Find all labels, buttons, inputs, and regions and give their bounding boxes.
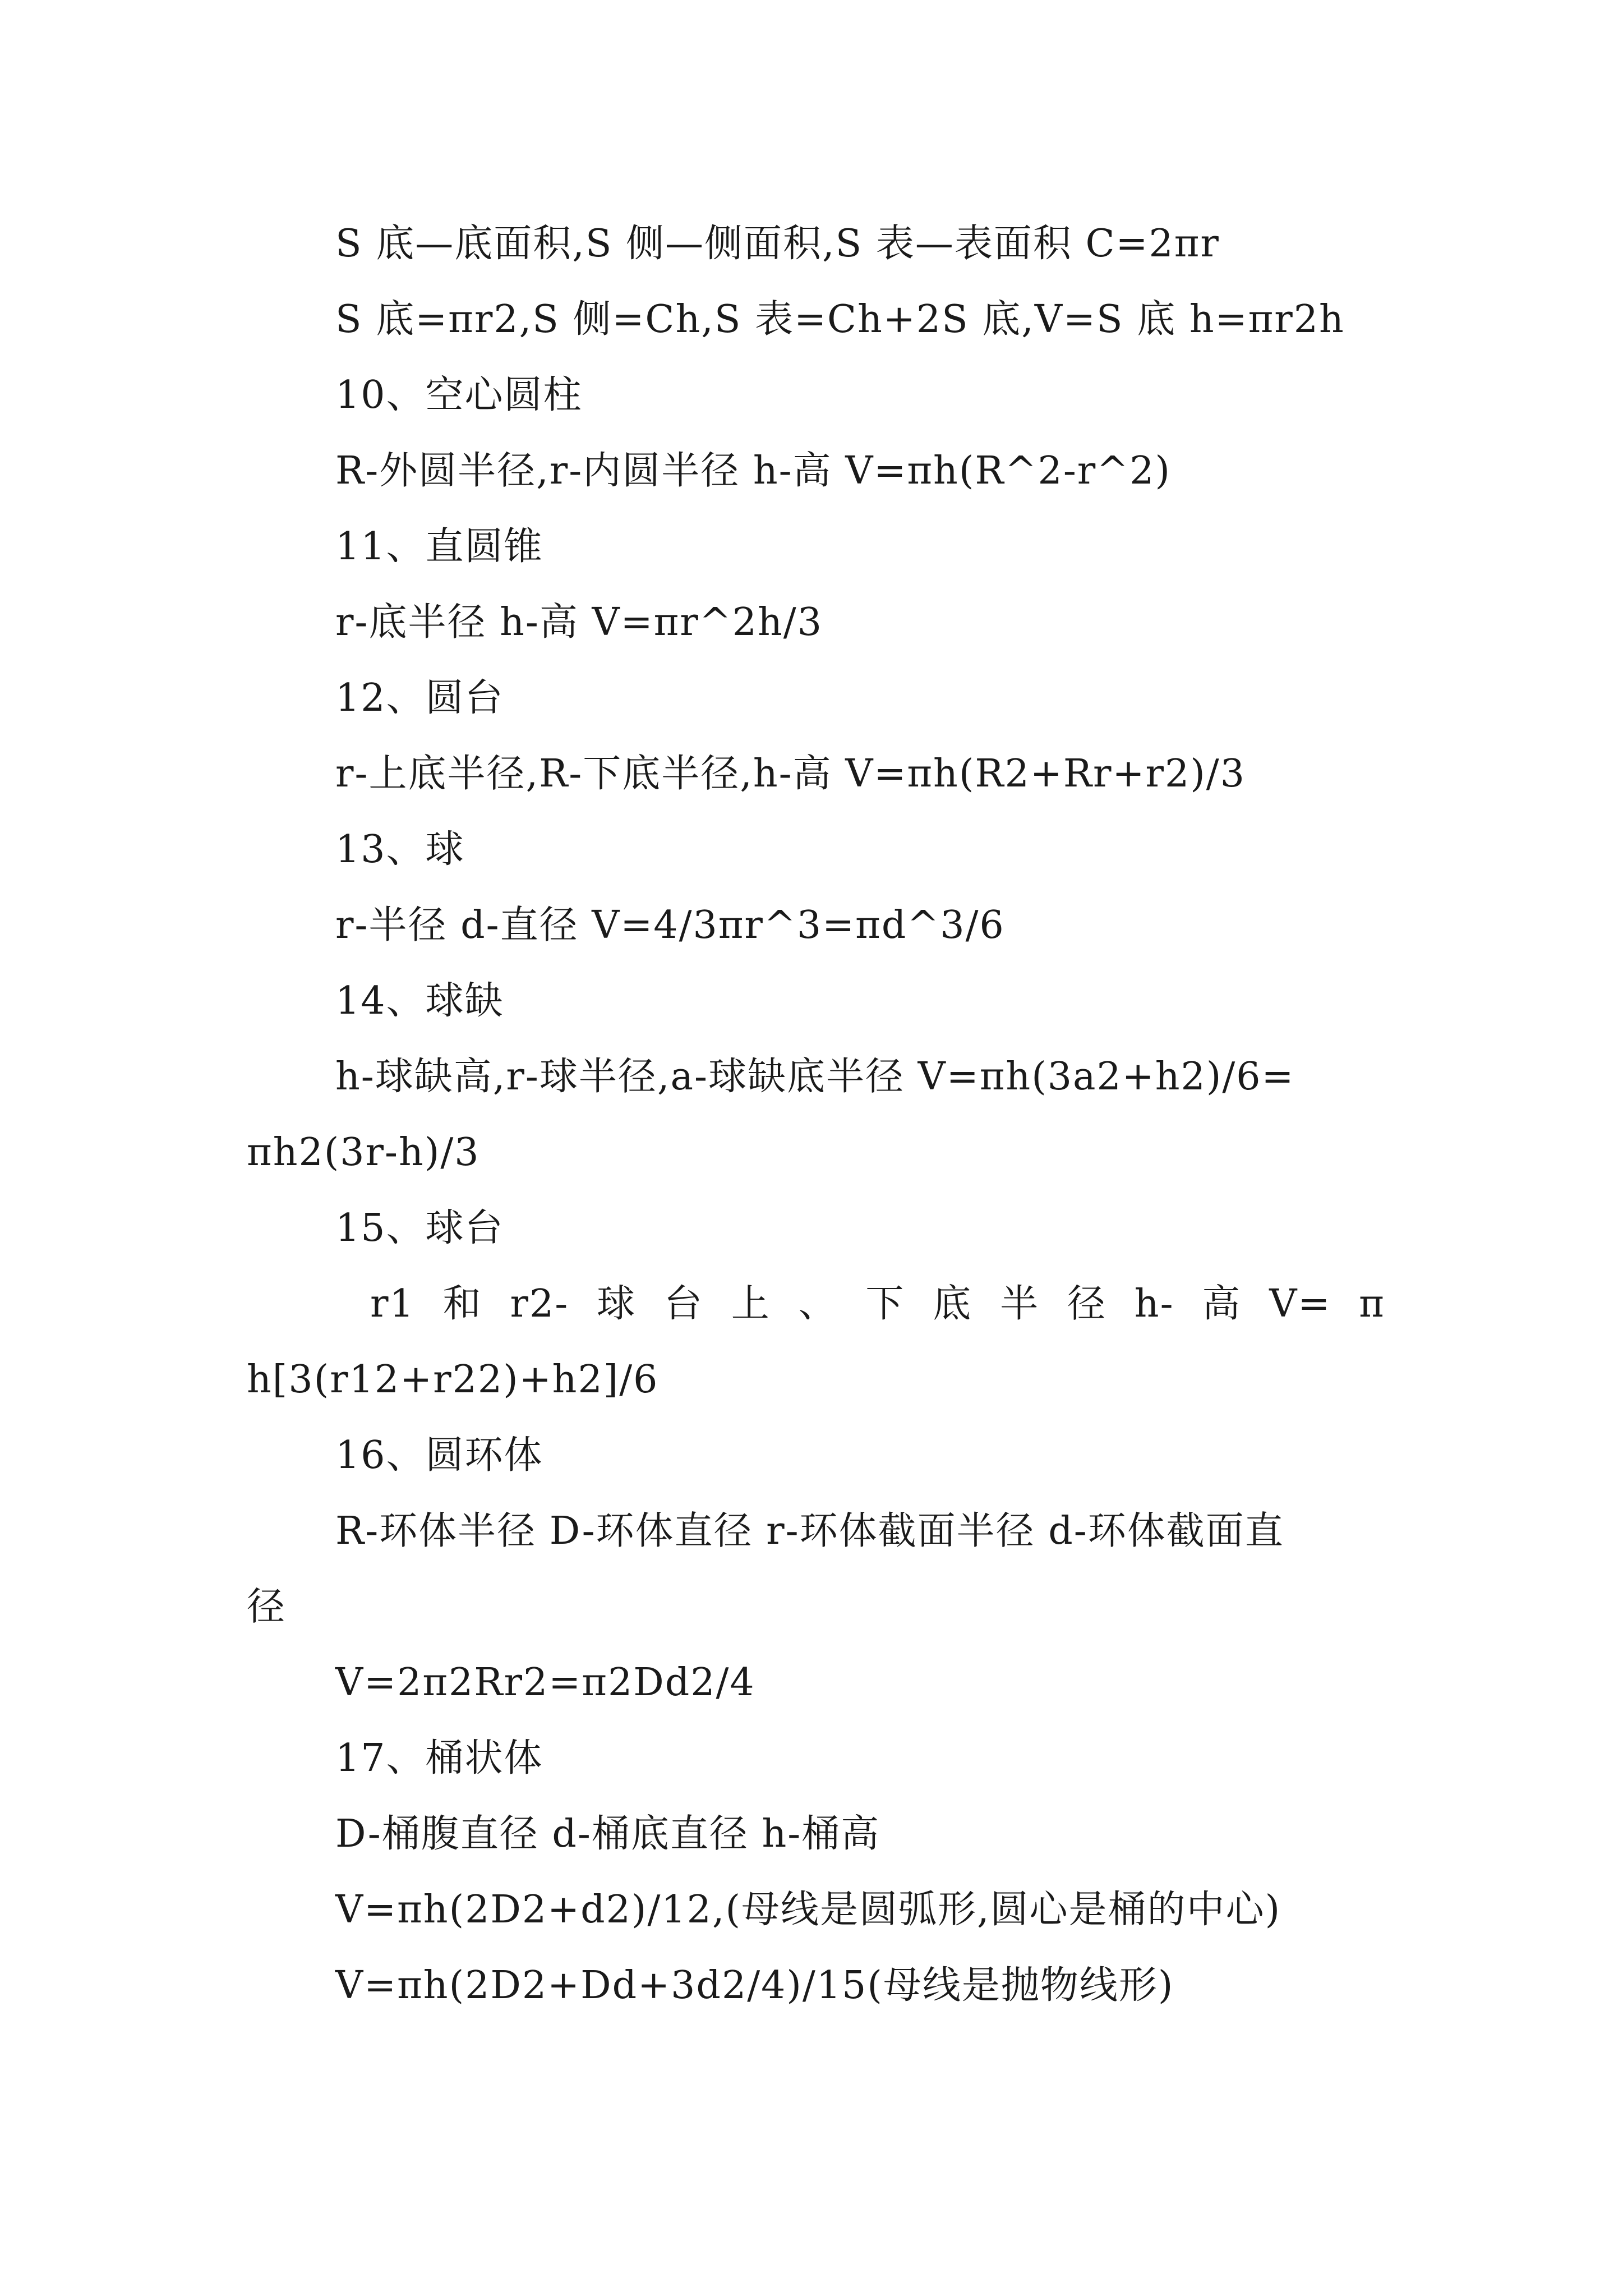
word: r2- <box>510 1282 569 1326</box>
word: r1 <box>370 1282 415 1326</box>
word: 球 <box>597 1282 637 1326</box>
section-heading-14: 14、球缺 <box>335 979 504 1023</box>
word: h- <box>1134 1282 1174 1326</box>
formula-line-barrel-parabola: V=πh(2D2+Dd+3d2/4)/15(母线是抛物线形) <box>335 1963 1174 2008</box>
formula-line-frustum: r-上底半径,R-下底半径,h-高 V=πh(R2+Rr+r2)/3 <box>335 752 1246 796</box>
section-heading-10: 10、空心圆柱 <box>335 373 583 417</box>
formula-line-cone: r-底半径 h-高 V=πr^2h/3 <box>335 600 823 645</box>
word: 半 <box>1000 1282 1040 1326</box>
formula-line-barrel-arc: V=πh(2D2+d2)/12,(母线是圆弧形,圆心是桶的中心) <box>335 1888 1281 1932</box>
formula-line-sphere: r-半径 d-直径 V=4/3πr^3=πd^3/6 <box>335 903 1005 947</box>
section-heading-12: 12、圆台 <box>335 676 504 720</box>
word: 底 <box>933 1282 972 1326</box>
formula-line-spherical-segment-cont: h[3(r12+r22)+h2]/6 <box>247 1358 659 1402</box>
formula-line-cylinder-volume: S 底=πr2,S 侧=Ch,S 表=Ch+2S 底,V=S 底 h=πr2h <box>335 297 1345 342</box>
word: 、 <box>798 1282 838 1326</box>
section-heading-17: 17、桶状体 <box>335 1736 543 1780</box>
formula-line-spherical-cap-cont: πh2(3r-h)/3 <box>247 1130 480 1175</box>
formula-line-torus-defs-cont: 径 <box>247 1585 287 1629</box>
formula-line-cylinder-defs: S 底—底面积,S 侧—侧面积,S 表—表面积 C=2πr <box>335 222 1220 266</box>
word: 上 <box>731 1282 771 1326</box>
word: 下 <box>865 1282 905 1326</box>
formula-line-barrel-defs: D-桶腹直径 d-桶底直径 h-桶高 <box>335 1812 880 1856</box>
section-heading-16: 16、圆环体 <box>335 1433 543 1478</box>
word: 高 <box>1202 1282 1242 1326</box>
section-heading-15: 15、球台 <box>335 1206 504 1250</box>
formula-line-torus-defs: R-环体半径 D-环体直径 r-环体截面半径 d-环体截面直 <box>335 1509 1284 1553</box>
word: 径 <box>1067 1282 1106 1326</box>
word: V= <box>1269 1282 1331 1326</box>
word: π <box>1359 1282 1385 1326</box>
section-heading-13: 13、球 <box>335 827 465 872</box>
formula-line-spherical-cap: h-球缺高,r-球半径,a-球缺底半径 V=πh(3a2+h2)/6= <box>335 1055 1295 1099</box>
formula-line-spherical-segment <box>247 1282 1385 1327</box>
section-heading-11: 11、直圆锥 <box>335 524 543 569</box>
word: 台 <box>663 1282 703 1326</box>
formula-line-hollow-cylinder: R-外圆半径,r-内圆半径 h-高 V=πh(R^2-r^2) <box>335 449 1172 493</box>
word: 和 <box>442 1282 482 1326</box>
formula-line-torus-volume: V=2π2Rr2=π2Dd2/4 <box>335 1660 755 1705</box>
